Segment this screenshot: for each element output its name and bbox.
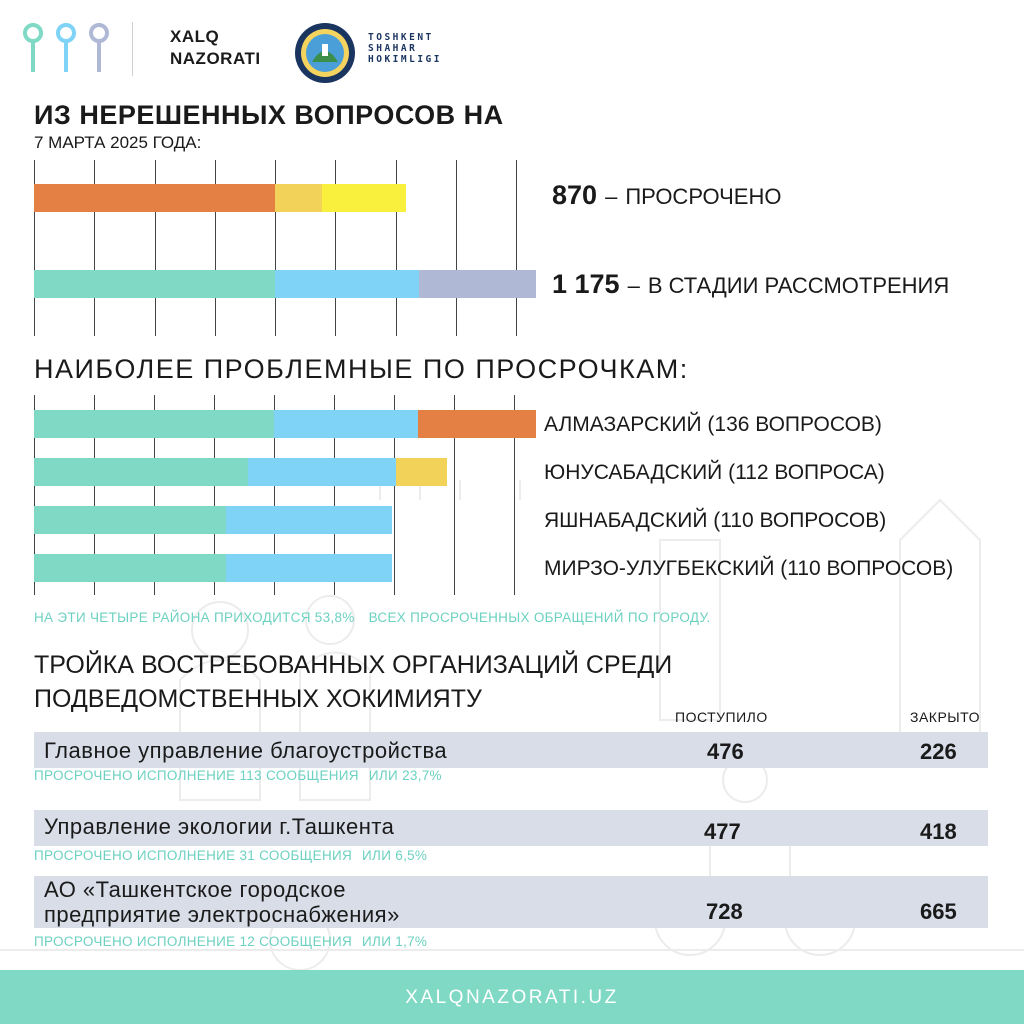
header (22, 22, 482, 78)
unresolved-chart (34, 160, 516, 336)
org-name: Управление экологии г.Ташкента (44, 814, 395, 839)
bar-segment (226, 506, 392, 534)
overdue-stat (552, 180, 781, 211)
bar-segment (34, 506, 226, 534)
org-received: 728 (706, 899, 743, 924)
city-seal-icon (294, 22, 356, 84)
org-note: ПРОСРОЧЕНО ИСПОЛНЕНИЕ 113 СООБЩЕНИЯ ИЛИ 23,7% (34, 768, 442, 783)
section-title-problematic: НАИБОЛЕЕ ПРОБЛЕМНЫЕ ПО ПРОСРОЧКАМ: (34, 354, 689, 384)
district-label: МИРЗО-УЛУГБЕКСКИЙ (110 ВОПРОСОВ) (544, 557, 954, 580)
dash: – (627, 273, 640, 298)
bar-segment (322, 184, 406, 212)
bar-segment (226, 554, 392, 582)
footer (0, 970, 1024, 1024)
org-name: Главное управление благоустройства (44, 738, 448, 763)
magnifier-icon (55, 22, 77, 74)
column-header-closed: ЗАКРЫТО (910, 709, 980, 725)
hokimiyat-logo-text: TOSHKENT SHAHAR HOKIMLIGI (368, 32, 442, 65)
org-closed: 665 (920, 899, 957, 924)
magnifier-icon (22, 22, 44, 74)
section-title-organizations: ТРОЙКА ВОСТРЕБОВАННЫХ ОРГАНИЗАЦИЙ СРЕДИ ПОДВЕДОМСТВЕННЫХ ХОКИМИЯТУ (34, 651, 673, 713)
districts-note: НА ЭТИ ЧЕТЫРЕ РАЙОНА ПРИХОДИТСЯ 53,8% ВСЕХ ПРОСРОЧЕННЫХ ОБРАЩЕНИЙ ПО ГОРОДУ. (34, 610, 711, 625)
review-label: В СТАДИИ РАССМОТРЕНИЯ (647, 273, 950, 298)
bar-segment (419, 270, 536, 298)
magnifier-icon (88, 22, 110, 74)
overdue-label: ПРОСРОЧЕНО (625, 184, 782, 209)
district-label: АЛМАЗАРСКИЙ (136 ВОПРОСОВ) (544, 413, 882, 436)
footer-url[interactable]: XALQNAZORATI.UZ (405, 987, 619, 1008)
org-received: 476 (707, 739, 744, 764)
bar-segment (275, 270, 419, 298)
org-note: ПРОСРОЧЕНО ИСПОЛНЕНИЕ 12 СООБЩЕНИЯ ИЛИ 1,7% (34, 934, 428, 949)
grid-line (456, 160, 457, 336)
org-name: АО «Ташкентское городское предприятие электроснабжения» (44, 877, 400, 927)
org-closed: 226 (920, 739, 957, 764)
org-note: ПРОСРОЧЕНО ИСПОЛНЕНИЕ 31 СООБЩЕНИЯ ИЛИ 6,5% (34, 848, 428, 863)
bar-segment (34, 554, 226, 582)
header-divider (132, 22, 133, 76)
bar-segment (248, 458, 396, 486)
dash: – (605, 184, 618, 209)
bar-segment (275, 184, 321, 212)
grid-line (516, 160, 517, 336)
page-subtitle: 7 МАРТА 2025 ГОДА: (34, 133, 202, 152)
org-closed: 418 (920, 819, 957, 844)
bar-segment (34, 270, 275, 298)
brand-logo-text: XALQ NAZORATI (170, 27, 261, 68)
page-title: ИЗ НЕРЕШЕННЫХ ВОПРОСОВ НА (34, 100, 504, 130)
bar-segment (34, 458, 248, 486)
districts-chart (34, 395, 536, 595)
review-value: 1 175 (552, 269, 620, 299)
column-header-received: ПОСТУПИЛО (675, 709, 768, 725)
overdue-value: 870 (552, 180, 598, 210)
review-stat (552, 269, 949, 300)
bar-segment (34, 184, 275, 212)
district-label: ЮНУСАБАДСКИЙ (112 ВОПРОСА) (544, 461, 885, 484)
bar-segment (34, 410, 274, 438)
bar-segment (418, 410, 536, 438)
bar-segment (274, 410, 418, 438)
district-label: ЯШНАБАДСКИЙ (110 ВОПРОСОВ) (544, 509, 887, 532)
org-received: 477 (704, 819, 741, 844)
bar-segment (396, 458, 448, 486)
